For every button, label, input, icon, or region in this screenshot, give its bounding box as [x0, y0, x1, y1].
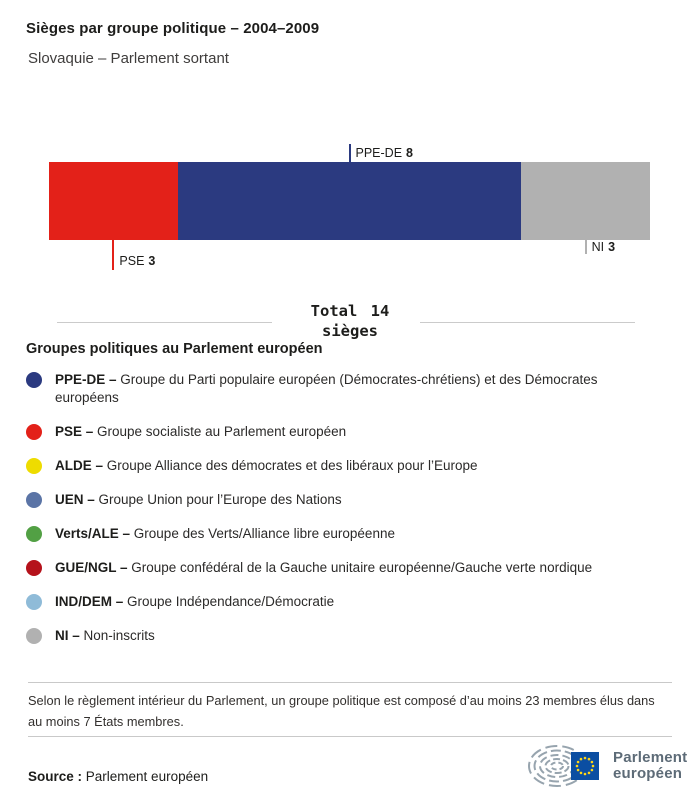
legend-abbr-alde: ALDE –	[55, 458, 107, 473]
callout-tick	[349, 144, 351, 162]
legend-desc-ni: Non-inscrits	[83, 628, 155, 643]
source-value: Parlement européen	[85, 769, 209, 784]
legend-abbr-gue-ngl: GUE/NGL –	[55, 560, 132, 575]
legend-item-pse	[26, 423, 676, 441]
legend-abbr-verts-ale: Verts/ALE –	[55, 526, 134, 541]
legend-dot-pse	[26, 424, 42, 440]
footnote-text: Selon le règlement intérieur du Parlement, un groupe politique est composé d’au moins 23 membres élus dans au moins 7 États membres.	[28, 693, 655, 729]
legend-dot-gue-ngl	[26, 560, 42, 576]
footnote-divider-bottom	[28, 736, 672, 737]
legend-text-ni	[55, 627, 155, 645]
source-line	[28, 769, 208, 784]
legend-item-ppe-de	[26, 371, 676, 407]
total-line1: Total 14	[310, 302, 390, 320]
hemicycle-eu-flag-icon	[527, 741, 605, 791]
callout-tick	[112, 240, 114, 270]
legend-list	[26, 371, 676, 661]
legend-text-pse	[55, 423, 346, 441]
legend-item-ni	[26, 627, 676, 645]
legend-item-verts-ale	[26, 525, 676, 543]
legend-item-gue-ngl	[26, 559, 676, 577]
legend-dot-ind-dem	[26, 594, 42, 610]
bar-segment-pse	[49, 162, 178, 240]
source-label: Source :	[28, 769, 83, 784]
legend-desc-pse: Groupe socialiste au Parlement européen	[97, 424, 347, 439]
total-line2: sièges	[322, 322, 378, 340]
european-parliament-logo	[527, 741, 687, 791]
legend-dot-uen	[26, 492, 42, 508]
bar-label-pse	[112, 240, 155, 270]
bar-segment-ppe-de	[178, 162, 521, 240]
bar-label-text: NI 3	[591, 240, 616, 254]
logo-wordmark	[613, 750, 687, 783]
bar-label-ppe-de	[349, 144, 414, 162]
legend-dot-verts-ale	[26, 526, 42, 542]
callout-tick	[585, 240, 587, 254]
legend-desc-alde: Groupe Alliance des démocrates et des libéraux pour l’Europe	[106, 458, 478, 473]
bar-label-text: PSE 3	[119, 254, 156, 268]
legend-dot-ppe-de	[26, 372, 42, 388]
legend-text-gue-ngl	[55, 559, 592, 577]
legend-dot-ni	[26, 628, 42, 644]
stacked-seats-bar	[49, 162, 650, 240]
legend-abbr-uen: UEN –	[55, 492, 99, 507]
page-title: Sièges par groupe politique – 2004–2009	[26, 20, 320, 37]
legend-item-ind-dem	[26, 593, 676, 611]
page-subtitle: Slovaquie – Parlement sortant	[28, 50, 229, 67]
logo-line2: européen	[613, 765, 683, 782]
legend-dot-alde	[26, 458, 42, 474]
total-seats-label	[0, 301, 700, 341]
bar-label-text: PPE-DE 8	[355, 146, 413, 160]
logo-line1: Parlement	[613, 748, 688, 766]
legend-desc-gue-ngl: Groupe confédéral de la Gauche unitaire européenne/Gauche verte nordique	[131, 560, 593, 575]
legend-text-ppe-de	[55, 371, 630, 407]
legend-abbr-ind-dem: IND/DEM –	[55, 594, 128, 609]
legend-text-verts-ale	[55, 525, 395, 543]
legend-desc-ind-dem: Groupe Indépendance/Démocratie	[127, 594, 335, 609]
bar-label-ni	[585, 240, 615, 254]
footnote-divider-top	[28, 682, 672, 683]
legend-abbr-ppe-de: PPE-DE –	[55, 372, 121, 387]
legend-text-uen	[55, 491, 342, 509]
legend-item-uen	[26, 491, 676, 509]
legend-abbr-ni: NI –	[55, 628, 84, 643]
legend-heading: Groupes politiques au Parlement européen	[26, 341, 323, 357]
bar-segment-ni	[521, 162, 650, 240]
legend-desc-uen: Groupe Union pour l’Europe des Nations	[98, 492, 342, 507]
legend-desc-ppe-de: Groupe du Parti populaire européen (Démocrates-chrétiens) et des Démocrates européens	[55, 372, 598, 405]
legend-item-alde	[26, 457, 676, 475]
legend-desc-verts-ale: Groupe des Verts/Alliance libre européenne	[133, 526, 395, 541]
legend-abbr-pse: PSE –	[55, 424, 98, 439]
legend-text-ind-dem	[55, 593, 334, 611]
legend-text-alde	[55, 457, 477, 475]
